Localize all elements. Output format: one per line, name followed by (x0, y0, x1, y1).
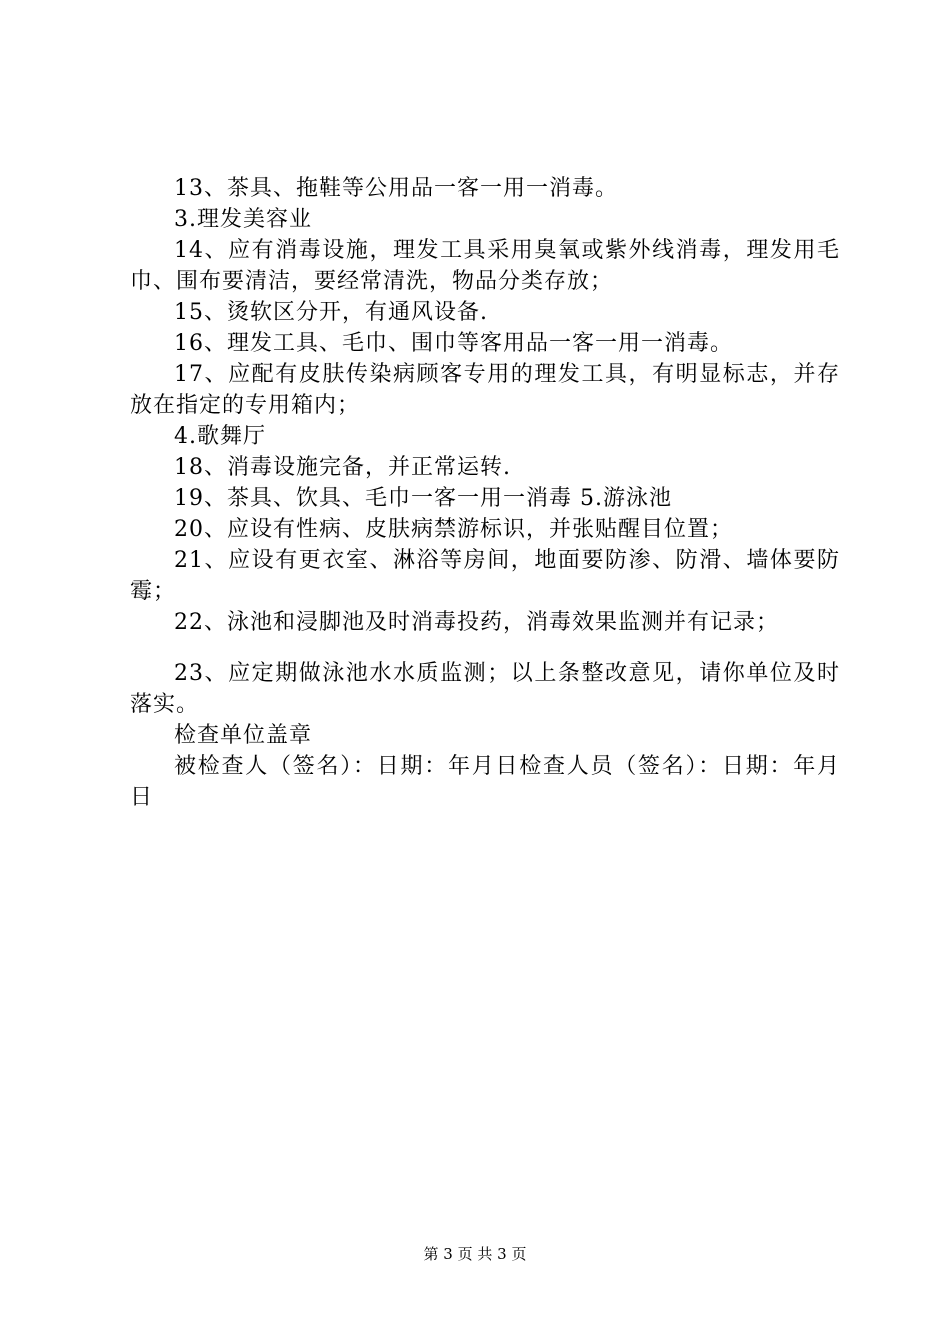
paragraph-item-23: 23、应定期做泳池水水质监测；以上条整改意见，请你单位及时落实。 (130, 661, 840, 717)
paragraph-item-13: 13、茶具、拖鞋等公用品一客一用一消毒。 (174, 176, 618, 201)
section-heading-hairdressing: 3.理发美容业 (174, 207, 312, 232)
paragraph-item-16: 16、理发工具、毛巾、围巾等客用品一客一用一消毒。 (174, 331, 733, 356)
inspection-unit-seal: 检查单位盖章 (174, 723, 313, 748)
paragraph-item-22: 22、泳池和浸脚池及时消毒投药，消毒效果监测并有记录； (174, 610, 779, 635)
paragraph-item-19: 19、茶具、饮具、毛巾一客一用一消毒 5.游泳池 (174, 486, 672, 511)
signature-line: 被检查人（签名）：日期：年月日检查人员（签名）：日期：年月日 (130, 754, 840, 810)
page-number-footer: 第 3 页 共 3 页 (423, 1245, 527, 1263)
paragraph-item-20: 20、应设有性病、皮肤病禁游标识，并张贴醒目位置； (174, 517, 733, 542)
document-body (130, 173, 840, 813)
paragraph-item-21: 21、应设有更衣室、淋浴等房间，地面要防渗、防滑、墙体要防霉； (130, 548, 840, 604)
paragraph-item-15: 15、烫软区分开，有通风设备. (174, 300, 488, 325)
section-heading-dance-hall: 4.歌舞厅 (174, 424, 266, 449)
paragraph-item-14: 14、应有消毒设施，理发工具采用臭氧或紫外线消毒，理发用毛巾、围布要清洁，要经常清洗，物品分类存放； (130, 238, 840, 294)
paragraph-item-17: 17、应配有皮肤传染病顾客专用的理发工具，有明显标志，并存放在指定的专用箱内； (130, 362, 840, 418)
paragraph-item-18: 18、消毒设施完备，并正常运转. (174, 455, 511, 480)
